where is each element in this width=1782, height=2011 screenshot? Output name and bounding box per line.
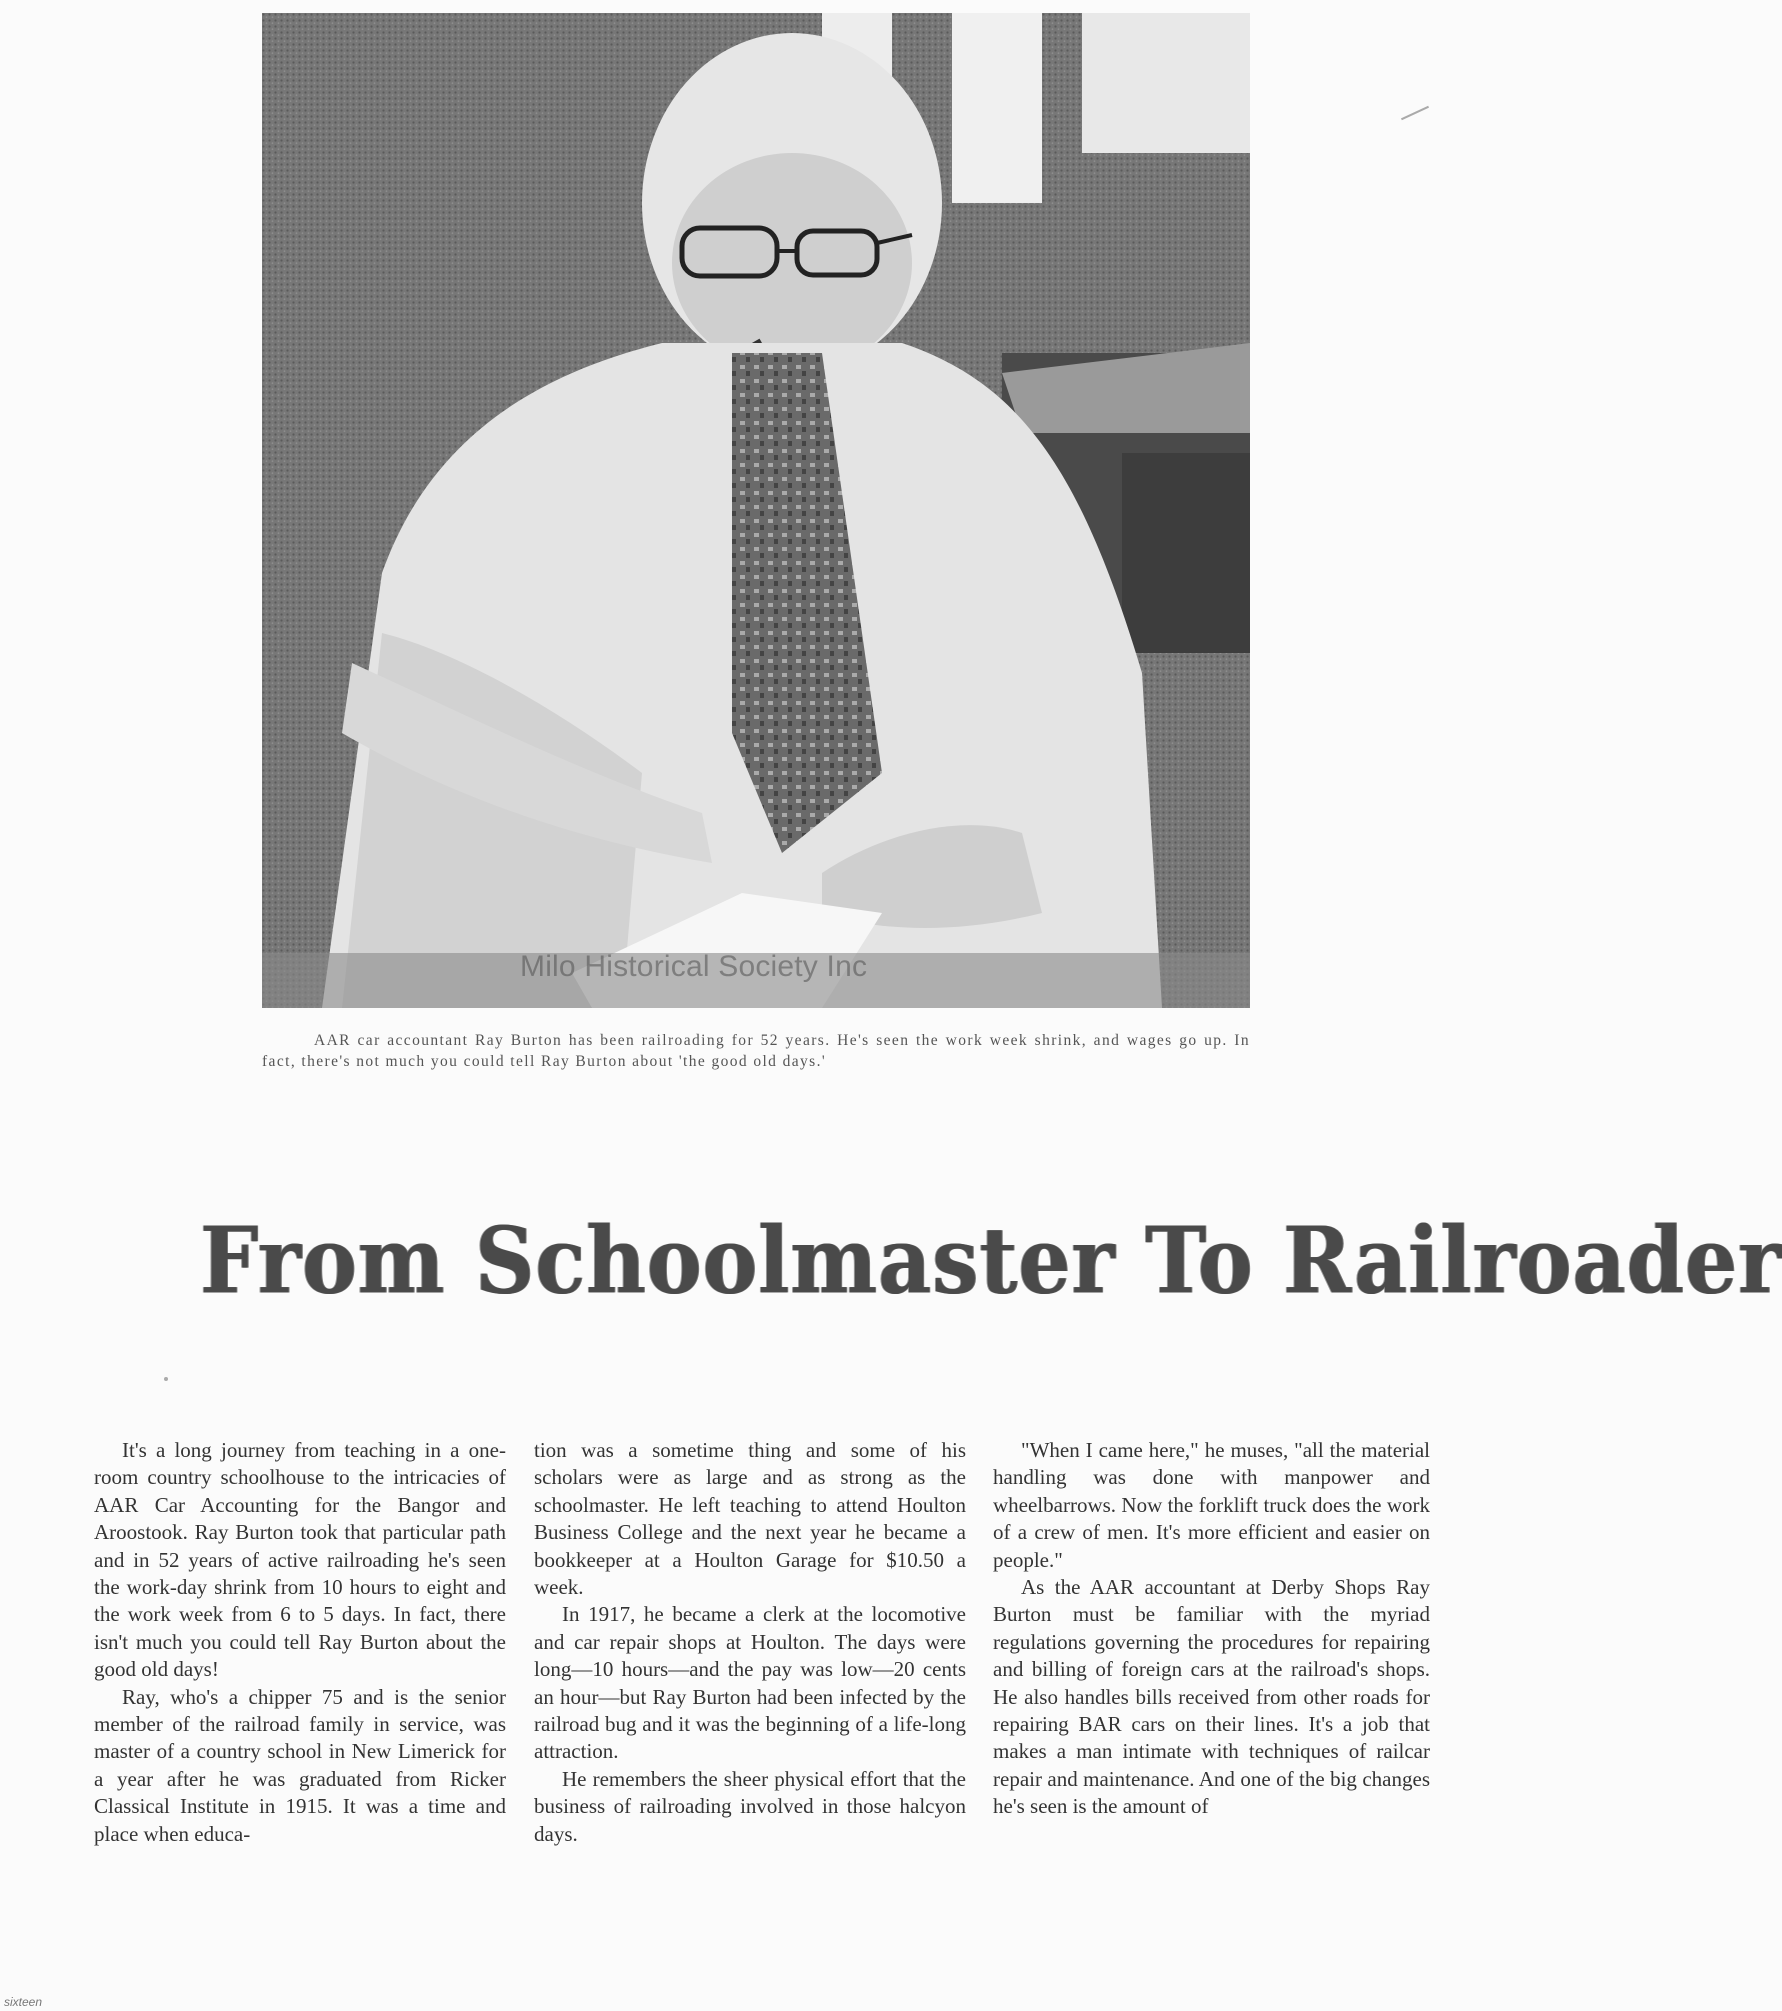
page-title: From Schoolmaster To Railroader xyxy=(200,1207,1782,1315)
article-paragraph: tion was a sometime thing and some of his scholars were as large and as strong as the schoolmaster. He left teaching to attend Houlton Business College and the next year he became a bookkeeper at a Houlton Garage for $10.50 a week. xyxy=(534,1438,966,1600)
page-footmark: sixteen xyxy=(4,1995,43,2009)
photo-caption: AAR car accountant Ray Burton has been railroading for 52 years. He's seen the work week shrink, and wages go up. In fact, there's not much you could tell Ray Burton about 'the good old days.' xyxy=(262,1032,1250,1070)
article-photo xyxy=(262,13,1250,1008)
article-paragraph: It's a long journey from teaching in a one-room country schoolhouse to the intricacies of AAR Car Accounting for the Bangor and Aroostook. Ray Burton took that particular path and in 52 years of active railroading he's seen the work-day shrink from 10 hours to eight and the work week from 6 to 5 days. In fact, there isn't much you could tell Ray Burton about the good old days! xyxy=(94,1438,506,1682)
article-paragraph: "When I came here," he muses, "all the material handling was done with manpower and wheelbarrows. Now the forklift truck does the work of a crew of men. It's more efficient and easier on people." xyxy=(993,1438,1430,1572)
article-paragraph: In 1917, he became a clerk at the locomotive and car repair shops at Houlton. The days were long—10 hours—and the pay was low—20 cents an hour—but Ray Burton had been infected by the railroad bug and it was the beginning of a life-long attraction. xyxy=(534,1602,966,1764)
scan-mark xyxy=(164,1377,168,1381)
watermark: Milo Historical Society Inc xyxy=(520,950,868,983)
article-paragraph: Ray, who's a chipper 75 and is the senior member of the railroad family in service, was master of a country school in New Limerick for a year after he was graduated from Ricker Classical Institute in 1915. It was a time and place when educa- xyxy=(94,1684,506,1846)
scan-mark xyxy=(1401,106,1429,120)
article-paragraph: He remembers the sheer physical effort that the business of railroading involved in those halcyon days. xyxy=(534,1766,966,1846)
article-paragraph: As the AAR accountant at Derby Shops Ray Burton must be familiar with the myriad regulations governing the procedures for repairing and billing of foreign cars at the railroad's shops. He also handles bills received from other roads for repairing BAR cars on their lines. It's a job that makes a man intimate with techniques of railcar repair and maintenance. And one of the big changes he's seen is the amount of xyxy=(993,1575,1430,1819)
article-column-1 xyxy=(94,1437,506,1848)
article-column-3 xyxy=(993,1437,1430,1821)
photo-icon xyxy=(262,13,1250,1008)
article-column-2 xyxy=(534,1437,966,1848)
